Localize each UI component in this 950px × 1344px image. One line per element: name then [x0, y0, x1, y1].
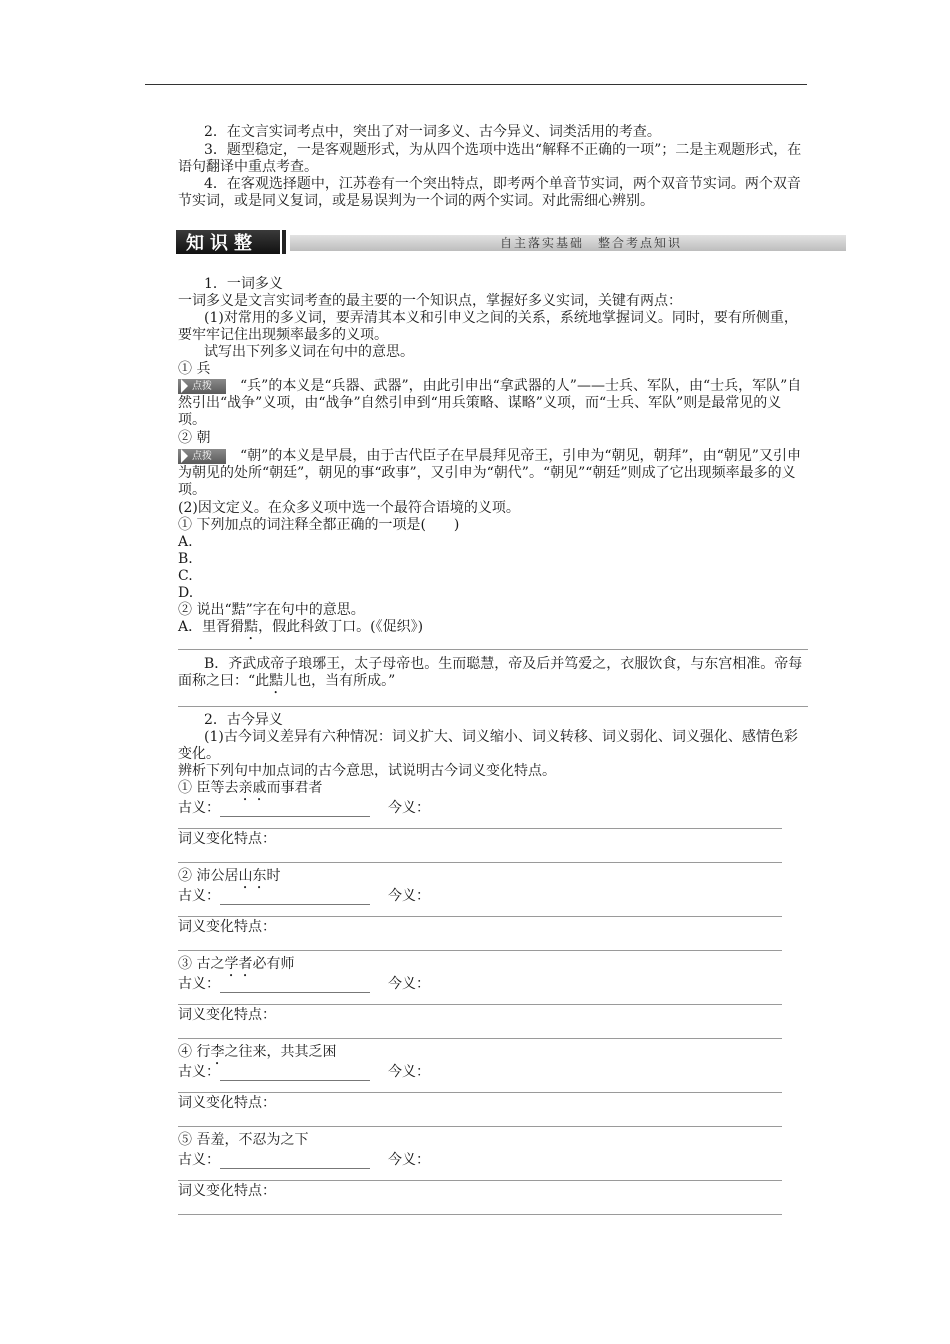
ancient-label: 古义：	[178, 800, 220, 816]
dotted-word: 亲戚	[238, 780, 267, 796]
sentence-text: ④ 行	[178, 1044, 211, 1060]
option-a: A.	[178, 534, 193, 550]
feature-answer-line[interactable]	[178, 862, 782, 863]
feature-label: 词义变化特点：	[178, 1007, 276, 1023]
sentence-text: 之往来，共其乏困	[224, 1044, 337, 1060]
tip-badge	[178, 449, 226, 464]
sentence-text: 而事君者	[266, 780, 323, 796]
sentence-text: ② 沛公居	[178, 868, 239, 884]
modern-label: 今义：	[388, 1152, 430, 1168]
sentence-text: ① 臣等去	[178, 780, 239, 796]
modern-answer-line[interactable]	[178, 1004, 782, 1005]
dotted-word: 山东	[238, 868, 267, 884]
feature-answer-line[interactable]	[178, 1126, 782, 1127]
ancient-label: 古义：	[178, 1064, 220, 1080]
dotted-word: 学者	[224, 956, 253, 972]
ancient-label: 古义：	[178, 888, 220, 904]
ancient-input[interactable]	[220, 1066, 370, 1081]
sentence-text: 必有师	[252, 956, 295, 972]
ancient-input[interactable]	[220, 1154, 370, 1169]
tip-chao	[178, 448, 808, 499]
section2-heading: 2．古今异义	[204, 712, 283, 728]
ancient-input[interactable]	[220, 802, 370, 817]
feature-label: 词义变化特点：	[178, 1095, 276, 1111]
feature-label: 词义变化特点：	[178, 1183, 276, 1199]
banner-title-box	[176, 230, 280, 278]
answer-line[interactable]	[178, 649, 808, 650]
question-1: ① 下列加点的词注释全都正确的一项是( )	[178, 517, 460, 533]
sentence-text: ③ 古之	[178, 956, 225, 972]
modern-label: 今义：	[388, 1064, 430, 1080]
banner-title: 知识整合	[186, 233, 258, 278]
section1-intro: 一词多义是文言实词考查的最主要的一个知识点，掌握好多义实词，关键有两点：	[178, 293, 682, 309]
section1-task: 试写出下列多义词在句中的意思。	[204, 344, 414, 360]
section1-point1: (1)对常用的多义词，要弄清其本义和引申义之间的关系，系统地掌握词义。同时，要有所侧重，要牢牢记住出现频率最多的义项。	[178, 310, 798, 343]
top-rule	[145, 84, 807, 85]
ancient-meaning-row	[178, 976, 430, 993]
feature-label: 词义变化特点：	[178, 919, 276, 935]
option-c: C.	[178, 568, 193, 584]
modern-answer-line[interactable]	[178, 828, 782, 829]
feature-answer-line[interactable]	[178, 1038, 782, 1039]
section1-point2: (2)因文定义。在众多义项中选一个最符合语境的义项。	[178, 500, 520, 516]
sentence-text: 时	[266, 868, 281, 884]
tip-label: 点拨	[192, 380, 212, 392]
ancient-input[interactable]	[220, 890, 370, 905]
question-2a	[178, 619, 423, 643]
word-chao: ② 朝	[178, 430, 211, 446]
intro-point-2: 2．在文言实词考点中，突出了对一词多义、古今异义、词类活用的考查。	[204, 124, 661, 140]
q2b-dotted-word: 黠	[269, 673, 284, 689]
ancient-meaning-row	[178, 800, 430, 817]
intro-point-4: 4．在客观选择题中，江苏卷有一个突出特点，即考两个单音节实词，两个双音节实词。两个双音节实词，或是同义复词，或是易误判为一个词的两个实词。对此需细心辨别。	[178, 176, 801, 209]
tip-bing-text: “兵”的本义是“兵器、武器”，由此引申出“拿武器的人”——士兵、军队，由“士兵，军队”自然引出“战争”义项，由“战争”自然引申到“用兵策略、谋略”义项，而“士兵、军队”则是最常见的义项。	[178, 378, 802, 428]
banner-subtitle-bar	[290, 235, 846, 251]
section1-heading: 1．一词多义	[204, 276, 283, 292]
q2a-text-1: A．里胥猾	[178, 619, 245, 635]
ancient-input[interactable]	[220, 978, 370, 993]
ancient-meaning-row	[178, 888, 430, 905]
ancient-meaning-row	[178, 1152, 430, 1169]
feature-label: 词义变化特点：	[178, 831, 276, 847]
q2b-text-1: B．齐武成帝子琅琊王，太子母帝也。生而聪慧，帝及后并笃爱之，衣服饮食，与东宫相准。帝每面称之曰：“此	[178, 656, 803, 689]
section2-task: 辨析下列句中加点词的古今意思，试说明古今词义变化特点。	[178, 763, 556, 779]
dotted-word: 李	[210, 1044, 225, 1060]
section-banner	[176, 228, 846, 278]
q2a-dotted-word: 黠	[244, 619, 259, 635]
ancient-label: 古义：	[178, 976, 220, 992]
modern-answer-line[interactable]	[178, 1180, 782, 1181]
ancient-meaning-row	[178, 1064, 430, 1081]
ancient-label: 古义：	[178, 1152, 220, 1168]
feature-answer-line[interactable]	[178, 1214, 782, 1215]
feature-answer-line[interactable]	[178, 950, 782, 951]
modern-answer-line[interactable]	[178, 916, 782, 917]
option-b: B.	[178, 551, 193, 567]
arrow-icon	[181, 449, 188, 463]
word-bing: ① 兵	[178, 361, 211, 377]
tip-label: 点拨	[192, 450, 212, 462]
modern-label: 今义：	[388, 800, 430, 816]
q2a-text-2: ，假此科敛丁口。(《促织》)	[258, 619, 424, 635]
modern-answer-line[interactable]	[178, 1092, 782, 1093]
arrow-icon	[181, 379, 188, 393]
section2-point1: (1)古今词义差异有六种情况：词义扩大、词义缩小、词义转移、词义弱化、词义强化、感情色彩变化。	[178, 729, 798, 762]
modern-label: 今义：	[388, 976, 430, 992]
sentence-text: ⑤ 吾羞，不忍为之下	[178, 1132, 309, 1148]
banner-divider	[282, 230, 286, 254]
q2b-text-2: 儿也，当有所成。”	[283, 673, 396, 689]
option-d: D.	[178, 585, 194, 601]
question-2: ② 说出“黠”字在句中的意思。	[178, 602, 365, 618]
modern-label: 今义：	[388, 888, 430, 904]
intro-point-3: 3．题型稳定，一是客观题形式，为从四个选项中选出“解释不正确的一项”；二是主观题形式，在语句翻译中重点考查。	[178, 142, 802, 175]
question-2b	[178, 656, 808, 697]
tip-chao-text: “朝”的本义是早晨，由于古代臣子在早晨拜见帝王，引申为“朝见，朝拜”，由“朝见”又引申为朝见的处所“朝廷”，朝见的事“政事”，又引申为“朝代”。“朝见”“朝廷”则成了它出现频率最多的义项。	[178, 448, 801, 498]
tip-bing	[178, 378, 808, 429]
tip-badge	[178, 379, 226, 394]
answer-line[interactable]	[178, 706, 808, 707]
banner-subtitle: 自主落实基础 整合考点知识	[500, 236, 683, 250]
